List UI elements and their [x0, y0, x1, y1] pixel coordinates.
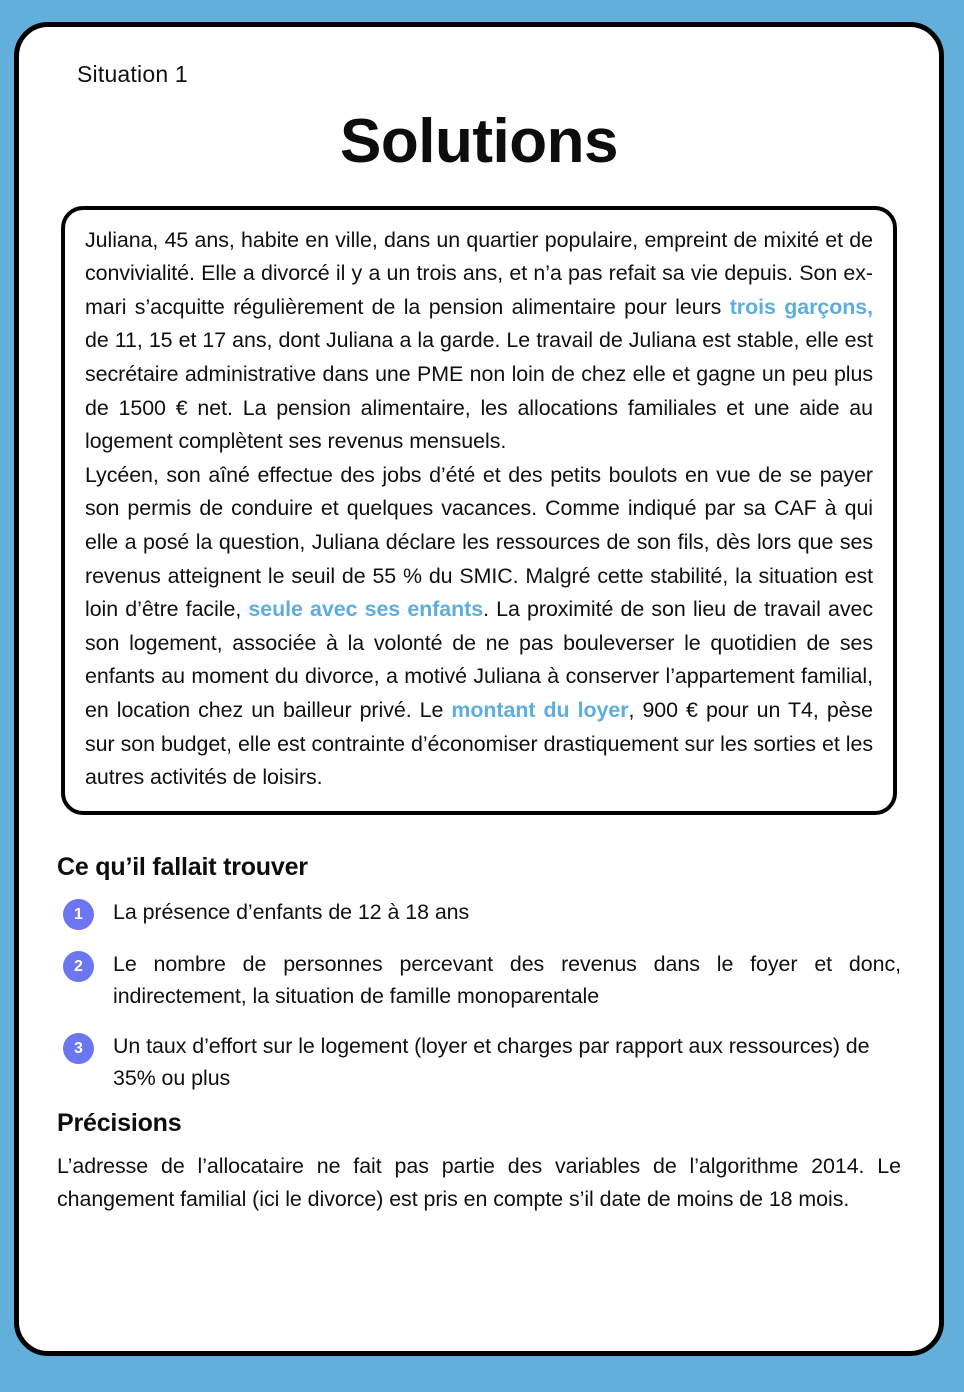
situation-description-box: [61, 206, 897, 815]
situation-p1-part2: de 11, 15 et 17 ans, dont Juliana a la garde. Le travail de Juliana est stable, elle est secrétaire administrative dans une PME non loin de chez elle et gagne un peu plus de 1500 € net. La pension alimentaire, les allocations familiales et une aide au logement complètent ses revenus mensuels.: [85, 328, 873, 454]
situation-p2-part3: , 900 € pour un T4, pèse sur son budget, elle est contrainte d’économiser drastiquement sur les sorties et les autres activités de loisirs.: [85, 697, 874, 790]
highlight-seule-avec-ses-enfants: seule avec ses enfants: [248, 597, 484, 622]
highlight-montant-du-loyer: montant du loyer: [451, 697, 629, 722]
precisions-heading: Précisions: [57, 1108, 182, 1137]
precisions-body: L’adresse de l’allocataire ne fait pas partie des variables de l’algorithme 2014. Le changement familial (ici le divorce) est pris en compte s’il date de moins de 18 mois.: [57, 1153, 901, 1212]
page-background: [14, 22, 944, 1356]
finding-text: Le nombre de personnes percevant des revenus dans le foyer et donc, indirectement, la situation de famille monoparentale: [113, 951, 901, 1008]
finding-number-badge: 2: [63, 951, 94, 982]
list-item: [57, 896, 901, 930]
list-item: [57, 948, 901, 1012]
situation-p1-part1: Juliana, 45 ans, habite en ville, dans un quartier populaire, empreint de mixité et de convivialité. Elle a divorcé il y a un trois ans, et n’a pas refait sa vie depuis. Son ex-mari s’acquitte régulièrement de la pension alimentaire pour leurs: [85, 227, 873, 319]
situation-p2-part1: Lycéen, son aîné effectue des jobs d’été et des petits boulots en vue de se payer son permis de conduire et quelques vacances. Comme indiqué par sa CAF à qui elle a posé la question, Juliana déclare les ressources de son fils, dès lors que ses revenus atteignent le seuil de 55 % du SMIC. Malgré cette stabilité, la situation est loin d’être facile,: [85, 462, 873, 622]
list-item: [57, 1030, 901, 1094]
finding-number-badge: 1: [63, 899, 94, 930]
findings-heading: Ce qu’il fallait trouver: [57, 852, 308, 881]
solution-card: [14, 22, 944, 1356]
situation-paragraph-2: [85, 459, 873, 795]
finding-number-badge: 3: [63, 1033, 94, 1064]
situation-paragraph-1: [85, 224, 873, 459]
situation-kicker: Situation 1: [77, 61, 188, 87]
findings-list: [57, 896, 901, 1094]
page-title: Solutions: [340, 106, 618, 176]
finding-text: La présence d’enfants de 12 à 18 ans: [113, 899, 470, 924]
highlight-trois-garcons: trois garçons,: [729, 294, 873, 319]
situation-p2-part2: . La proximité de son lieu de travail avec son logement, associée à la volonté de ne pas bouleverser le quotidien de ses enfants au moment du divorce, a motivé Juliana à conserver l’appartement familial, en location chez un bailleur privé. Le: [85, 597, 873, 722]
finding-text: Un taux d’effort sur le logement (loyer et charges par rapport aux ressources) de 35% ou plus: [113, 1033, 870, 1090]
